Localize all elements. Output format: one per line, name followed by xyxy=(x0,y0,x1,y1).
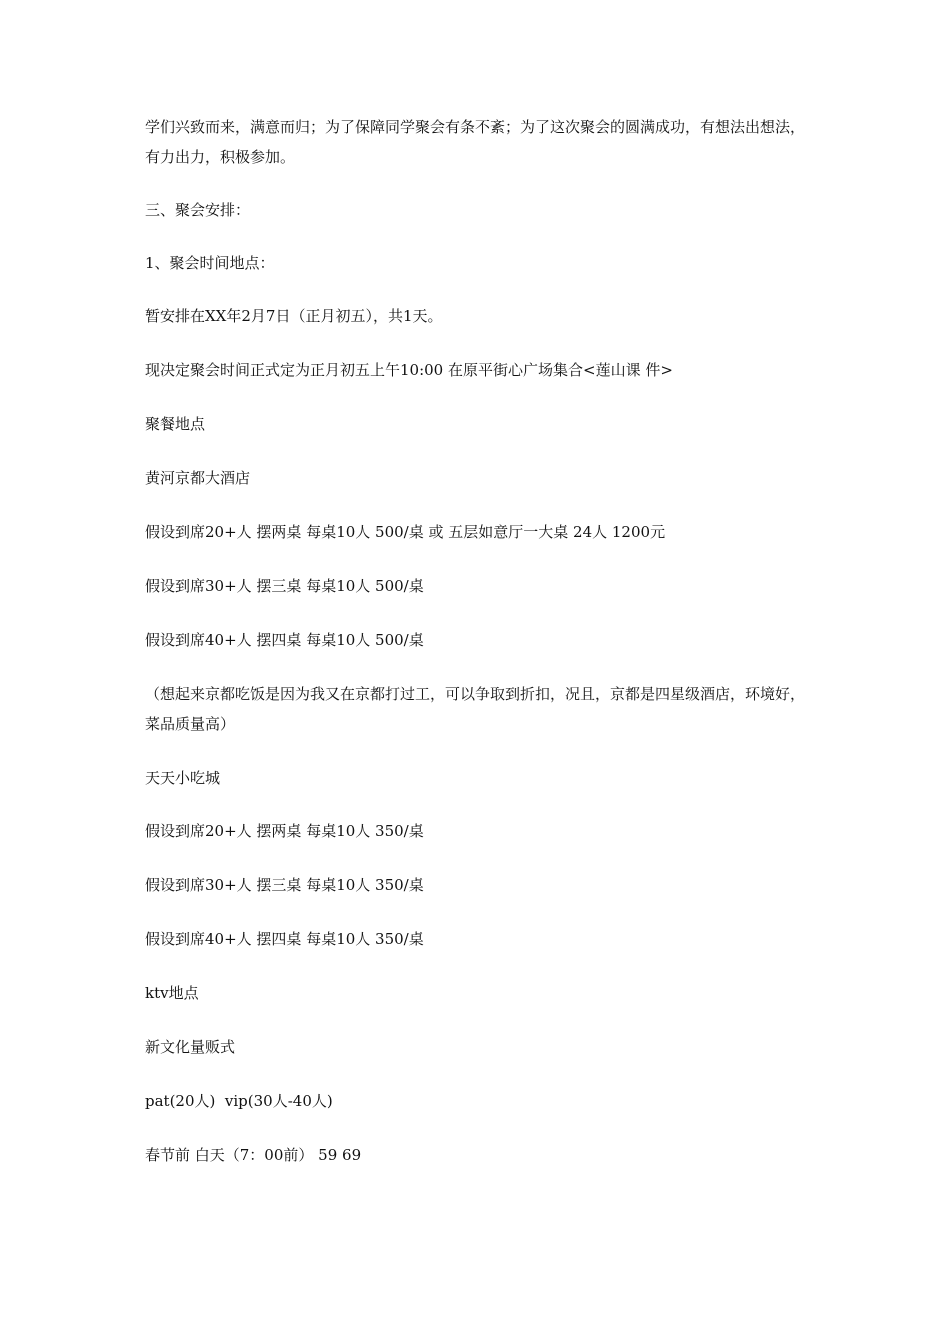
snack-option-40: 假设到席40+人 摆四桌 每桌10人 350/桌 xyxy=(145,930,424,948)
section-heading-arrangement: 三、聚会安排： xyxy=(145,201,251,219)
hotel-option-20: 假设到席20+人 摆两桌 每桌10人 500/桌 或 五层如意厅一大桌 24人 1200元 xyxy=(145,523,666,541)
venue-name-hotel: 黄河京都大酒店 xyxy=(145,469,251,487)
ktv-room-types: pat(20人) vip(30人-40人) xyxy=(145,1092,333,1110)
subheading-ktv-location: ktv地点 xyxy=(145,984,199,1002)
snack-option-20: 假设到席20+人 摆两桌 每桌10人 350/桌 xyxy=(145,822,424,840)
subheading-dining-location: 聚餐地点 xyxy=(145,415,206,433)
document-body xyxy=(145,112,810,1170)
paragraph-date: 暂安排在XX年2月7日（正月初五），共1天。 xyxy=(145,307,443,325)
hotel-option-40: 假设到席40+人 摆四桌 每桌10人 500/桌 xyxy=(145,631,424,649)
venue-name-ktv: 新文化量贩式 xyxy=(145,1038,236,1056)
paragraph-intro-continued: 学们兴致而来，满意而归；为了保障同学聚会有条不紊；为了这次聚会的圆满成功，有想法出想法，有力出力，积极参加。 xyxy=(145,118,806,166)
paragraph-meeting-time: 现决定聚会时间正式定为正月初五上午10:00 在原平街心广场集合<莲山课 件> xyxy=(145,361,673,379)
venue-name-snack-city: 天天小吃城 xyxy=(145,769,221,787)
hotel-option-30: 假设到席30+人 摆三桌 每桌10人 500/桌 xyxy=(145,577,424,595)
snack-option-30: 假设到席30+人 摆三桌 每桌10人 350/桌 xyxy=(145,876,424,894)
ktv-price-daytime: 春节前 白天（7：00前） 59 69 xyxy=(145,1146,362,1164)
subheading-time-place: 1、聚会时间地点： xyxy=(145,254,275,272)
hotel-note: （想起来京都吃饭是因为我又在京都打过工，可以争取到折扣，况且，京都是四星级酒店，环境好，菜品质量高） xyxy=(145,685,806,733)
